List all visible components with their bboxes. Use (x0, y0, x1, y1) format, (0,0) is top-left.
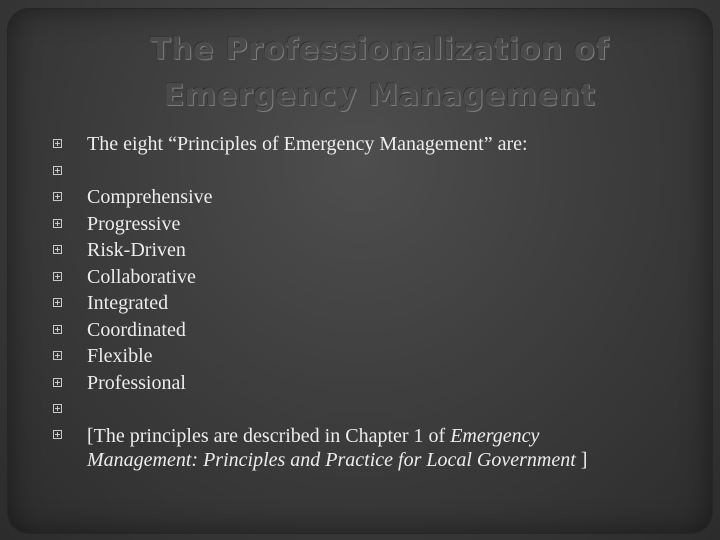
boxed-plus-icon (53, 245, 62, 254)
list-item-note (0, 423, 720, 473)
principle-text: Risk-Driven (87, 239, 186, 261)
principle-text: Professional (87, 371, 186, 394)
bullet-list (0, 131, 720, 473)
boxed-plus-icon (53, 139, 62, 148)
source-note (87, 424, 647, 472)
list-item-intro (0, 131, 720, 158)
intro-text: The eight “Principles of Emergency Management” are: (87, 133, 528, 155)
boxed-plus-icon (53, 325, 62, 334)
list-item-principle (0, 317, 720, 344)
principle-text: Integrated (87, 292, 169, 314)
principle-text: Comprehensive (87, 186, 213, 208)
principle-text: Flexible (87, 345, 153, 367)
list-item-principle (0, 211, 720, 238)
list-item-principle (0, 184, 720, 211)
list-item-principle (0, 237, 720, 264)
boxed-plus-icon (53, 298, 62, 307)
boxed-plus-icon (53, 272, 62, 281)
book-title: Emergency Management: Principles and Practice for Local Government (87, 424, 576, 471)
boxed-plus-icon (53, 192, 62, 201)
list-item-empty (0, 396, 720, 423)
principle-text: Collaborative (87, 265, 196, 288)
list-item-principle (0, 370, 720, 397)
boxed-plus-icon (53, 166, 62, 175)
boxed-plus-icon (53, 351, 62, 360)
note-prefix: [The principles are described in Chapter 1 of (87, 424, 451, 447)
title-line-2: Emergency Management (164, 78, 596, 112)
slide-title (60, 26, 700, 118)
boxed-plus-icon (53, 378, 62, 387)
boxed-plus-icon (53, 219, 62, 228)
boxed-plus-icon (53, 404, 62, 413)
note-suffix: ] (575, 448, 588, 471)
principle-text: Coordinated (87, 318, 186, 341)
list-item-principle (0, 264, 720, 291)
principle-text: Progressive (87, 212, 181, 235)
list-item-principle (0, 343, 720, 370)
boxed-plus-icon (53, 430, 62, 439)
title-line-1: The Professionalization of (150, 32, 610, 66)
list-item-principle (0, 290, 720, 317)
list-item-empty (0, 158, 720, 185)
